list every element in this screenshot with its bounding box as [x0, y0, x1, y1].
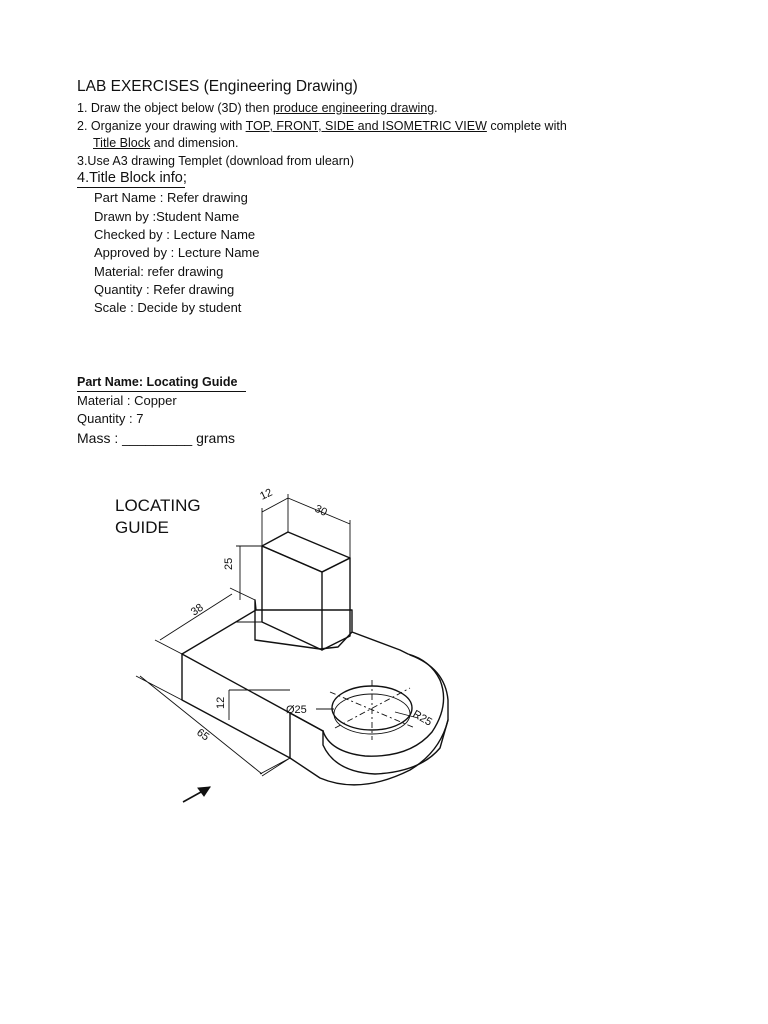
- drawing-label-line2: GUIDE: [115, 518, 169, 537]
- dim-block-width-line: [262, 494, 288, 546]
- instruction-1-end: .: [434, 101, 438, 115]
- part-mass: Mass : _________ grams: [77, 430, 235, 446]
- instruction-1-underlined: produce engineering drawing: [272, 101, 435, 115]
- block-top-face: [262, 532, 350, 572]
- title-block-approved-by: Approved by : Lecture Name: [94, 245, 260, 260]
- block-side-face: [322, 558, 350, 650]
- page-title: LAB EXERCISES (Engineering Drawing): [77, 78, 358, 95]
- title-block-drawn-by: Drawn by :Student Name: [94, 209, 240, 224]
- dim-base-height-text: 12: [215, 696, 227, 709]
- instruction-2-text: 2. Organize your drawing with: [77, 119, 246, 133]
- dim-block-width-text: 12: [258, 486, 275, 503]
- instruction-3: 3.Use A3 drawing Templet (download from ulearn): [77, 154, 354, 168]
- base-top-face: [182, 600, 440, 731]
- dim-hole-diameter-text: Ø25: [286, 704, 307, 716]
- title-block-quantity: Quantity : Refer drawing: [94, 282, 235, 297]
- title-block-checked-by: Checked by : Lecture Name: [94, 227, 256, 242]
- view-direction-arrow-icon: [183, 787, 210, 802]
- part-name: Part Name: Locating Guide: [77, 375, 238, 389]
- title-block-part-name: Part Name : Refer drawing: [94, 190, 248, 205]
- title-block-material: Material: refer drawing: [94, 264, 224, 279]
- dim-radius-text: R25: [410, 708, 434, 729]
- drawing-label-line1: LOCATING: [115, 496, 201, 515]
- dim-base-depth-text: 38: [188, 601, 206, 619]
- instruction-1-text: 1. Draw the object below (3D) then: [77, 101, 273, 115]
- instruction-2-underlined: TOP, FRONT, SIDE and ISOMETRIC VIEW: [245, 119, 487, 133]
- block-front-face: [262, 546, 322, 650]
- dim-base-length-line: [136, 676, 290, 776]
- instruction-2-end: complete with: [486, 119, 567, 133]
- part-quantity: Quantity : 7: [77, 411, 144, 426]
- dim-base-height-line: [229, 690, 290, 720]
- part-material: Material : Copper: [77, 393, 177, 408]
- dim-block-height-text: 25: [223, 557, 235, 570]
- dim-base-length-text: 65: [194, 726, 212, 744]
- base-left-face: [182, 654, 290, 758]
- title-block-scale: Scale : Decide by student: [94, 300, 242, 315]
- instruction-2-title-block: Title Block: [93, 136, 151, 150]
- dim-block-depth-text: 30: [312, 502, 329, 519]
- instruction-2-continued-text: and dimension.: [150, 136, 239, 150]
- instruction-4: 4.Title Block info;: [77, 170, 187, 186]
